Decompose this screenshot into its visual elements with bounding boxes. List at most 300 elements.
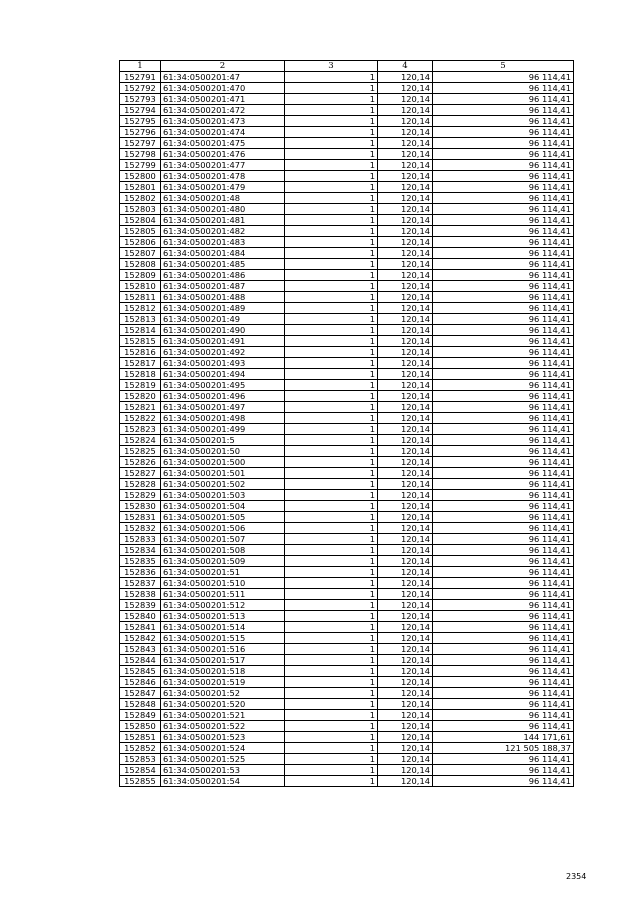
table-cell: 152832 [120, 523, 161, 534]
table-cell: 120,14 [378, 182, 433, 193]
table-cell: 61:34:0500201:496 [161, 391, 285, 402]
table-cell: 152803 [120, 204, 161, 215]
table-cell: 120,14 [378, 688, 433, 699]
table-cell: 120,14 [378, 666, 433, 677]
table-row [120, 501, 574, 512]
table-cell: 152798 [120, 149, 161, 160]
table-cell: 61:34:0500201:520 [161, 699, 285, 710]
table-row [120, 325, 574, 336]
table-row [120, 237, 574, 248]
table-row [120, 292, 574, 303]
table-cell: 96 114,41 [433, 457, 574, 468]
table-cell: 61:34:0500201:522 [161, 721, 285, 732]
column-header: 4 [378, 61, 433, 72]
table-cell: 120,14 [378, 259, 433, 270]
table-cell: 120,14 [378, 776, 433, 787]
table-cell: 96 114,41 [433, 765, 574, 776]
table-cell: 152846 [120, 677, 161, 688]
table-cell: 1 [285, 732, 378, 743]
table-cell: 120,14 [378, 105, 433, 116]
table-row [120, 677, 574, 688]
table-cell: 120,14 [378, 402, 433, 413]
table-cell: 96 114,41 [433, 72, 574, 83]
table-row [120, 391, 574, 402]
table-cell: 1 [285, 325, 378, 336]
table-cell: 152801 [120, 182, 161, 193]
column-header: 1 [120, 61, 161, 72]
table-cell: 96 114,41 [433, 479, 574, 490]
table-cell: 61:34:0500201:53 [161, 765, 285, 776]
table-cell: 152804 [120, 215, 161, 226]
table-cell: 96 114,41 [433, 600, 574, 611]
table-cell: 120,14 [378, 248, 433, 259]
table-cell: 96 114,41 [433, 248, 574, 259]
table-cell: 120,14 [378, 127, 433, 138]
table-cell: 120,14 [378, 699, 433, 710]
table-cell: 1 [285, 655, 378, 666]
table-cell: 1 [285, 534, 378, 545]
table-cell: 152808 [120, 259, 161, 270]
table-cell: 120,14 [378, 226, 433, 237]
table-cell: 152797 [120, 138, 161, 149]
table-row [120, 138, 574, 149]
table-cell: 61:34:0500201:495 [161, 380, 285, 391]
table-row [120, 732, 574, 743]
table-cell: 120,14 [378, 435, 433, 446]
table-cell: 1 [285, 776, 378, 787]
table-cell: 120,14 [378, 116, 433, 127]
table-cell: 152810 [120, 281, 161, 292]
table-row [120, 699, 574, 710]
table-cell: 1 [285, 468, 378, 479]
table-cell: 61:34:0500201:489 [161, 303, 285, 314]
table-cell: 61:34:0500201:486 [161, 270, 285, 281]
table-cell: 61:34:0500201:471 [161, 94, 285, 105]
table-cell: 61:34:0500201:524 [161, 743, 285, 754]
table-cell: 120,14 [378, 534, 433, 545]
table-cell: 152813 [120, 314, 161, 325]
table-cell: 120,14 [378, 743, 433, 754]
table-cell: 96 114,41 [433, 556, 574, 567]
table-cell: 61:34:0500201:470 [161, 83, 285, 94]
table-cell: 1 [285, 666, 378, 677]
table-row [120, 160, 574, 171]
table-row [120, 380, 574, 391]
table-cell: 96 114,41 [433, 358, 574, 369]
table-cell: 96 114,41 [433, 380, 574, 391]
table-cell: 120,14 [378, 281, 433, 292]
table-cell: 61:34:0500201:481 [161, 215, 285, 226]
table-cell: 96 114,41 [433, 281, 574, 292]
table-cell: 96 114,41 [433, 545, 574, 556]
table-cell: 152847 [120, 688, 161, 699]
table-cell: 152805 [120, 226, 161, 237]
table-cell: 96 114,41 [433, 776, 574, 787]
table-cell: 96 114,41 [433, 402, 574, 413]
table-cell: 120,14 [378, 292, 433, 303]
table-row [120, 314, 574, 325]
table-row [120, 611, 574, 622]
table-cell: 120,14 [378, 424, 433, 435]
table-cell: 61:34:0500201:48 [161, 193, 285, 204]
table-cell: 120,14 [378, 578, 433, 589]
table-cell: 152855 [120, 776, 161, 787]
table-row [120, 226, 574, 237]
table-cell: 120,14 [378, 270, 433, 281]
table-row [120, 72, 574, 83]
table-cell: 96 114,41 [433, 105, 574, 116]
table-cell: 152811 [120, 292, 161, 303]
table-cell: 120,14 [378, 556, 433, 567]
table-cell: 61:34:0500201:505 [161, 512, 285, 523]
table-cell: 61:34:0500201:491 [161, 336, 285, 347]
table-cell: 61:34:0500201:519 [161, 677, 285, 688]
table-cell: 120,14 [378, 358, 433, 369]
table-cell: 61:34:0500201:501 [161, 468, 285, 479]
table-cell: 120,14 [378, 732, 433, 743]
table-cell: 120,14 [378, 72, 433, 83]
table-row [120, 556, 574, 567]
table-cell: 96 114,41 [433, 589, 574, 600]
table-cell: 61:34:0500201:475 [161, 138, 285, 149]
table-body [120, 72, 574, 787]
table-row [120, 600, 574, 611]
table-cell: 120,14 [378, 545, 433, 556]
table-cell: 61:34:0500201:508 [161, 545, 285, 556]
table-row [120, 336, 574, 347]
table-cell: 152827 [120, 468, 161, 479]
table-cell: 120,14 [378, 567, 433, 578]
table-row [120, 754, 574, 765]
table-cell: 120,14 [378, 501, 433, 512]
table-cell: 96 114,41 [433, 336, 574, 347]
table-cell: 96 114,41 [433, 138, 574, 149]
table-cell: 61:34:0500201:473 [161, 116, 285, 127]
table-cell: 120,14 [378, 149, 433, 160]
table-cell: 152791 [120, 72, 161, 83]
table-row [120, 116, 574, 127]
table-row [120, 468, 574, 479]
table-cell: 120,14 [378, 325, 433, 336]
table-cell: 152822 [120, 413, 161, 424]
table-row [120, 204, 574, 215]
table-cell: 152802 [120, 193, 161, 204]
table-cell: 96 114,41 [433, 622, 574, 633]
table-cell: 152843 [120, 644, 161, 655]
table-cell: 152823 [120, 424, 161, 435]
table-cell: 1 [285, 743, 378, 754]
table-cell: 152842 [120, 633, 161, 644]
table-cell: 120,14 [378, 347, 433, 358]
table-cell: 1 [285, 457, 378, 468]
table-cell: 120,14 [378, 721, 433, 732]
table-cell: 96 114,41 [433, 193, 574, 204]
table-cell: 120,14 [378, 94, 433, 105]
table-cell: 61:34:0500201:523 [161, 732, 285, 743]
table-cell: 120,14 [378, 303, 433, 314]
table-cell: 1 [285, 765, 378, 776]
table-cell: 1 [285, 215, 378, 226]
table-cell: 61:34:0500201:52 [161, 688, 285, 699]
table-cell: 61:34:0500201:485 [161, 259, 285, 270]
table-cell: 1 [285, 358, 378, 369]
table-row [120, 413, 574, 424]
table-cell: 1 [285, 138, 378, 149]
table-cell: 61:34:0500201:497 [161, 402, 285, 413]
table-cell: 96 114,41 [433, 699, 574, 710]
table-cell: 120,14 [378, 479, 433, 490]
table-row [120, 743, 574, 754]
table-cell: 1 [285, 105, 378, 116]
table-cell: 121 505 188,37 [433, 743, 574, 754]
table-cell: 120,14 [378, 193, 433, 204]
table-cell: 61:34:0500201:51 [161, 567, 285, 578]
table-cell: 120,14 [378, 710, 433, 721]
data-table [119, 60, 574, 787]
table-cell: 61:34:0500201:504 [161, 501, 285, 512]
table-row [120, 534, 574, 545]
table-cell: 96 114,41 [433, 677, 574, 688]
table-cell: 61:34:0500201:54 [161, 776, 285, 787]
table-cell: 152830 [120, 501, 161, 512]
table-cell: 1 [285, 721, 378, 732]
table-cell: 120,14 [378, 160, 433, 171]
column-header: 2 [161, 61, 285, 72]
table-cell: 96 114,41 [433, 523, 574, 534]
table-cell: 61:34:0500201:513 [161, 611, 285, 622]
table-cell: 152817 [120, 358, 161, 369]
table-cell: 96 114,41 [433, 501, 574, 512]
table-row [120, 655, 574, 666]
table-cell: 1 [285, 501, 378, 512]
table-row [120, 721, 574, 732]
table-cell: 120,14 [378, 413, 433, 424]
table-cell: 152821 [120, 402, 161, 413]
table-row [120, 94, 574, 105]
table-cell: 61:34:0500201:480 [161, 204, 285, 215]
table-cell: 152792 [120, 83, 161, 94]
table-cell: 1 [285, 523, 378, 534]
table-row [120, 710, 574, 721]
table-row [120, 523, 574, 534]
table-cell: 120,14 [378, 83, 433, 94]
table-cell: 120,14 [378, 765, 433, 776]
header-row [120, 61, 574, 72]
table-cell: 96 114,41 [433, 204, 574, 215]
table-cell: 1 [285, 402, 378, 413]
table-cell: 96 114,41 [433, 237, 574, 248]
table-cell: 152838 [120, 589, 161, 600]
table-cell: 1 [285, 182, 378, 193]
table-cell: 96 114,41 [433, 688, 574, 699]
table-cell: 144 171,61 [433, 732, 574, 743]
table-row [120, 105, 574, 116]
table-row [120, 490, 574, 501]
table-cell: 1 [285, 336, 378, 347]
table-cell: 96 114,41 [433, 424, 574, 435]
table-cell: 1 [285, 567, 378, 578]
table-cell: 152809 [120, 270, 161, 281]
table-cell: 1 [285, 556, 378, 567]
table-cell: 120,14 [378, 655, 433, 666]
table-cell: 61:34:0500201:521 [161, 710, 285, 721]
table-cell: 61:34:0500201:474 [161, 127, 285, 138]
table-row [120, 193, 574, 204]
table-cell: 1 [285, 171, 378, 182]
table-cell: 1 [285, 72, 378, 83]
table-cell: 152835 [120, 556, 161, 567]
table-cell: 152814 [120, 325, 161, 336]
table-cell: 61:34:0500201:483 [161, 237, 285, 248]
table-cell: 61:34:0500201:500 [161, 457, 285, 468]
table-cell: 152806 [120, 237, 161, 248]
table-row [120, 567, 574, 578]
table-cell: 96 114,41 [433, 534, 574, 545]
table-cell: 152819 [120, 380, 161, 391]
table-row [120, 545, 574, 556]
table-cell: 61:34:0500201:479 [161, 182, 285, 193]
table-cell: 61:34:0500201:482 [161, 226, 285, 237]
table-cell: 120,14 [378, 171, 433, 182]
table-cell: 152852 [120, 743, 161, 754]
table-cell: 1 [285, 94, 378, 105]
table-cell: 61:34:0500201:477 [161, 160, 285, 171]
table-row [120, 347, 574, 358]
table-row [120, 215, 574, 226]
table-cell: 120,14 [378, 523, 433, 534]
table-row [120, 644, 574, 655]
table-cell: 152793 [120, 94, 161, 105]
table-cell: 96 114,41 [433, 666, 574, 677]
table-cell: 1 [285, 446, 378, 457]
table-cell: 1 [285, 237, 378, 248]
table-cell: 61:34:0500201:525 [161, 754, 285, 765]
table-cell: 152796 [120, 127, 161, 138]
table-cell: 1 [285, 688, 378, 699]
table-cell: 61:34:0500201:511 [161, 589, 285, 600]
column-header: 3 [285, 61, 378, 72]
table-cell: 152824 [120, 435, 161, 446]
table-cell: 96 114,41 [433, 94, 574, 105]
table-cell: 1 [285, 270, 378, 281]
table-cell: 96 114,41 [433, 182, 574, 193]
table-cell: 120,14 [378, 446, 433, 457]
table-cell: 1 [285, 204, 378, 215]
table-cell: 1 [285, 193, 378, 204]
table-cell: 120,14 [378, 138, 433, 149]
table-cell: 96 114,41 [433, 567, 574, 578]
table-cell: 1 [285, 600, 378, 611]
page-number: 2354 [566, 872, 587, 881]
table-cell: 120,14 [378, 512, 433, 523]
table-cell: 120,14 [378, 237, 433, 248]
table-cell: 120,14 [378, 611, 433, 622]
table-cell: 152834 [120, 545, 161, 556]
table-row [120, 127, 574, 138]
table-cell: 120,14 [378, 314, 433, 325]
table-cell: 1 [285, 149, 378, 160]
table-cell: 120,14 [378, 633, 433, 644]
table-cell: 152812 [120, 303, 161, 314]
table-cell: 96 114,41 [433, 347, 574, 358]
table-cell: 96 114,41 [433, 578, 574, 589]
table-cell: 61:34:0500201:502 [161, 479, 285, 490]
table-cell: 61:34:0500201:494 [161, 369, 285, 380]
table-row [120, 402, 574, 413]
table-cell: 152844 [120, 655, 161, 666]
table-cell: 61:34:0500201:487 [161, 281, 285, 292]
table-cell: 1 [285, 578, 378, 589]
table-cell: 152826 [120, 457, 161, 468]
table-cell: 61:34:0500201:498 [161, 413, 285, 424]
table-cell: 1 [285, 314, 378, 325]
table-cell: 96 114,41 [433, 710, 574, 721]
table-cell: 96 114,41 [433, 611, 574, 622]
table-cell: 1 [285, 633, 378, 644]
table-cell: 120,14 [378, 468, 433, 479]
table-cell: 152840 [120, 611, 161, 622]
table-cell: 1 [285, 259, 378, 270]
table-cell: 1 [285, 424, 378, 435]
table-cell: 96 114,41 [433, 270, 574, 281]
table-cell: 1 [285, 391, 378, 402]
table-cell: 61:34:0500201:5 [161, 435, 285, 446]
table-row [120, 435, 574, 446]
table-cell: 61:34:0500201:490 [161, 325, 285, 336]
table-cell: 96 114,41 [433, 413, 574, 424]
table-cell: 96 114,41 [433, 468, 574, 479]
table-row [120, 424, 574, 435]
table-cell: 61:34:0500201:514 [161, 622, 285, 633]
table-cell: 61:34:0500201:476 [161, 149, 285, 160]
table-cell: 96 114,41 [433, 721, 574, 732]
table-cell: 1 [285, 160, 378, 171]
table-cell: 1 [285, 622, 378, 633]
table-cell: 152845 [120, 666, 161, 677]
table-row [120, 512, 574, 523]
table-cell: 61:34:0500201:507 [161, 534, 285, 545]
table-cell: 1 [285, 589, 378, 600]
table-cell: 61:34:0500201:499 [161, 424, 285, 435]
table-cell: 120,14 [378, 215, 433, 226]
table-cell: 61:34:0500201:492 [161, 347, 285, 358]
table-cell: 96 114,41 [433, 160, 574, 171]
table-cell: 1 [285, 380, 378, 391]
table-cell: 1 [285, 303, 378, 314]
table-cell: 1 [285, 490, 378, 501]
table-cell: 152841 [120, 622, 161, 633]
table-cell: 152815 [120, 336, 161, 347]
table-row [120, 589, 574, 600]
table-row [120, 83, 574, 94]
table-cell: 96 114,41 [433, 149, 574, 160]
table-cell: 1 [285, 545, 378, 556]
table-cell: 152833 [120, 534, 161, 545]
table-cell: 61:34:0500201:493 [161, 358, 285, 369]
table-cell: 61:34:0500201:472 [161, 105, 285, 116]
table-cell: 61:34:0500201:516 [161, 644, 285, 655]
table-cell: 61:34:0500201:506 [161, 523, 285, 534]
column-header: 5 [433, 61, 574, 72]
table-cell: 1 [285, 248, 378, 259]
table-row [120, 358, 574, 369]
table-row [120, 776, 574, 787]
table-cell: 96 114,41 [433, 314, 574, 325]
table-cell: 120,14 [378, 600, 433, 611]
table-cell: 1 [285, 83, 378, 94]
table-cell: 1 [285, 226, 378, 237]
table-cell: 152807 [120, 248, 161, 259]
